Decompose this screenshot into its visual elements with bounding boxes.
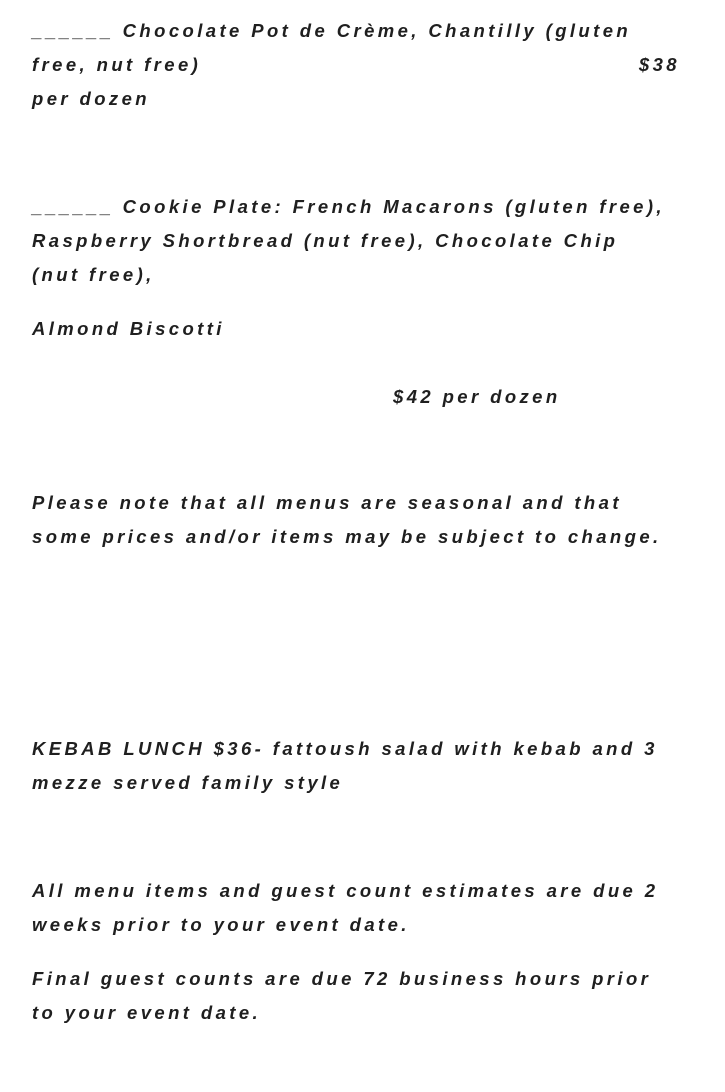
kebab-lunch-line-2: mezze served family style — [32, 772, 344, 793]
cookie-plate-line-2: Raspberry Shortbread (nut free), Chocolate Chip — [32, 230, 619, 251]
menu-document — [32, 0, 702, 1092]
cookie-plate-line-3: (nut free), — [32, 264, 155, 285]
due-date-note-line-2: weeks prior to your event date. — [32, 914, 410, 935]
chocolate-pot-unit: per dozen — [32, 88, 150, 109]
seasonal-note-line-1: Please note that all menus are seasonal and that — [32, 492, 622, 513]
final-count-note-line-2: to your event date. — [32, 1002, 262, 1023]
cookie-plate-price: $42 per dozen — [393, 386, 561, 407]
chocolate-pot-line-2: free, nut free) — [32, 54, 202, 75]
final-count-note-line-1: Final guest counts are due 72 business hours prior — [32, 968, 652, 989]
chocolate-pot-line-1: ______ Chocolate Pot de Crème, Chantilly (gluten — [32, 20, 632, 41]
seasonal-note-line-2: some prices and/or items may be subject to change. — [32, 526, 662, 547]
cookie-plate-line-4: Almond Biscotti — [32, 318, 225, 339]
kebab-lunch-line-1: KEBAB LUNCH $36- fattoush salad with kebab and 3 — [32, 738, 658, 759]
cookie-plate-line-1: ______ Cookie Plate: French Macarons (gluten free), — [32, 196, 665, 217]
due-date-note-line-1: All menu items and guest count estimates are due 2 — [32, 880, 659, 901]
chocolate-pot-price: $38 — [638, 54, 680, 75]
